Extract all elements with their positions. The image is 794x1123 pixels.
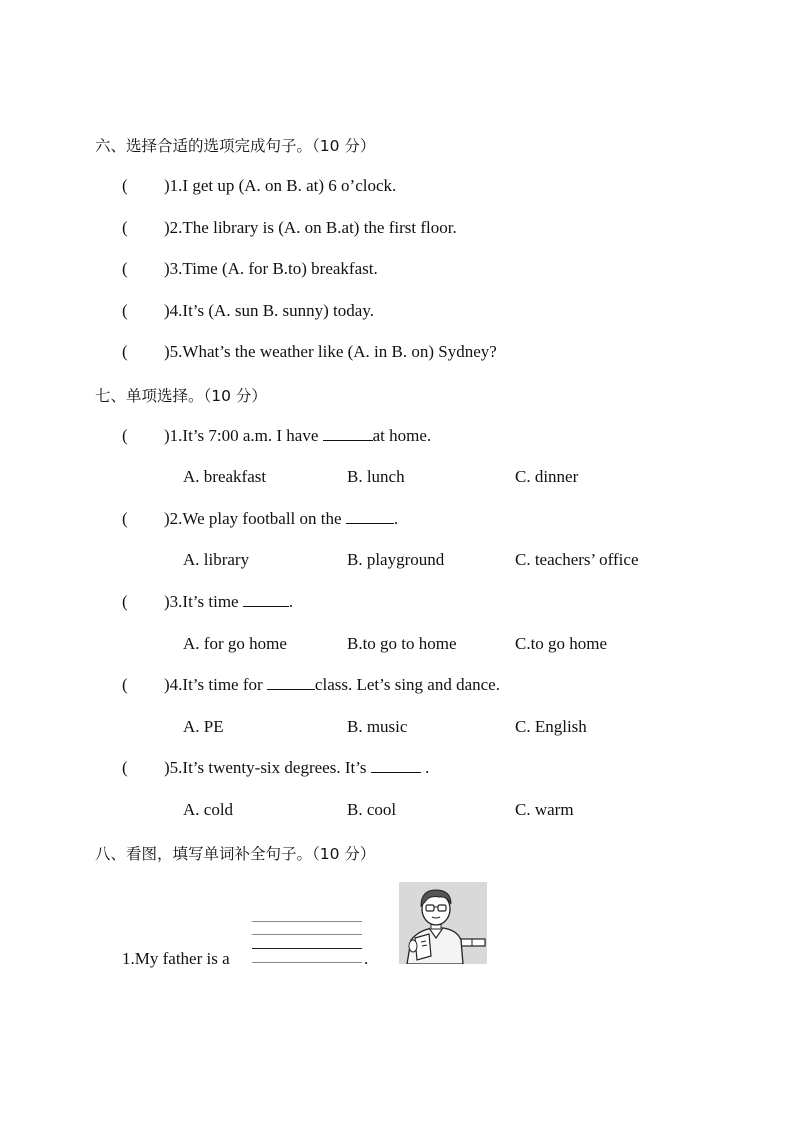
option-b: B. playground: [347, 550, 445, 569]
s6-question-4: [122, 301, 374, 321]
answer-paren[interactable]: (: [122, 301, 128, 320]
s8-question-1-text: 1.My father is a: [122, 949, 230, 968]
question-text: )1.It’s 7:00 a.m. I have: [164, 426, 323, 445]
s6-question-1: [122, 176, 396, 196]
option-a: A. PE: [183, 717, 224, 736]
answer-blank[interactable]: [267, 675, 315, 690]
s7-question-2: [122, 509, 398, 529]
s7-question-3: [122, 592, 293, 612]
option-a: A. library: [183, 550, 250, 569]
s6-question-2: [122, 218, 457, 238]
answer-paren[interactable]: (: [122, 342, 128, 361]
answer-paren[interactable]: (: [122, 218, 128, 237]
writing-line-2: [252, 934, 362, 935]
writing-line-4[interactable]: [252, 962, 362, 963]
question-text-end: .: [288, 592, 294, 611]
question-text-end: .: [393, 509, 399, 528]
question-text: )2.The library is (A. on B.at) the first floor.: [164, 218, 457, 237]
option-c: C. teachers’ office: [515, 550, 639, 569]
answer-paren[interactable]: (: [122, 509, 128, 528]
question-text: )2.We play football on the: [164, 509, 346, 528]
s6-question-3: [122, 259, 378, 279]
option-a: A. cold: [183, 800, 234, 819]
question-text-end: at home.: [372, 426, 432, 445]
writing-line-3: [252, 948, 362, 949]
question-text: )1.I get up (A. on B. at) 6 o’clock.: [164, 176, 397, 195]
answer-paren[interactable]: (: [122, 176, 128, 195]
question-text: )4.It’s time for: [164, 675, 267, 694]
s8-question-1-period: .: [364, 949, 369, 968]
section-8-heading: 八、看图，填写单词补全句子。（10 分）: [95, 845, 376, 863]
option-c: C.to go home: [515, 634, 608, 653]
answer-blank[interactable]: [323, 426, 373, 441]
s7-question-4: [122, 675, 500, 695]
section-6-heading: 六、选择合适的选项完成句子。（10 分）: [95, 137, 376, 155]
teacher-illustration: [399, 882, 487, 964]
section-7-heading: 七、单项选择。（10 分）: [95, 387, 267, 405]
answer-blank[interactable]: [346, 509, 394, 524]
answer-blank[interactable]: [371, 758, 421, 773]
question-text-end: class. Let’s sing and dance.: [314, 675, 500, 694]
writing-line-1: [252, 921, 362, 922]
option-b: B. music: [347, 717, 408, 736]
s7-question-1: [122, 426, 431, 446]
option-c: C. dinner: [515, 467, 579, 486]
answer-paren[interactable]: (: [122, 592, 128, 611]
question-text: )4.It’s (A. sun B. sunny) today.: [164, 301, 374, 320]
answer-paren[interactable]: (: [122, 675, 128, 694]
question-text: )5.What’s the weather like (A. in B. on) Sydney?: [164, 342, 497, 361]
question-text: )3.It’s time: [164, 592, 243, 611]
question-text: )3.Time (A. for B.to) breakfast.: [164, 259, 378, 278]
s6-question-5: [122, 342, 497, 362]
option-a: A. breakfast: [183, 467, 267, 486]
answer-paren[interactable]: (: [122, 758, 128, 777]
option-b: B. lunch: [347, 467, 405, 486]
option-b: B. cool: [347, 800, 397, 819]
question-text-end: .: [420, 758, 430, 777]
answer-paren[interactable]: (: [122, 426, 128, 445]
question-text: )5.It’s twenty-six degrees. It’s: [164, 758, 371, 777]
option-c: C. English: [515, 717, 587, 736]
option-b: B.to go to home: [347, 634, 457, 653]
s7-question-5: [122, 758, 429, 778]
option-a: A. for go home: [183, 634, 287, 653]
option-c: C. warm: [515, 800, 574, 819]
answer-paren[interactable]: (: [122, 259, 128, 278]
answer-blank[interactable]: [243, 592, 289, 607]
